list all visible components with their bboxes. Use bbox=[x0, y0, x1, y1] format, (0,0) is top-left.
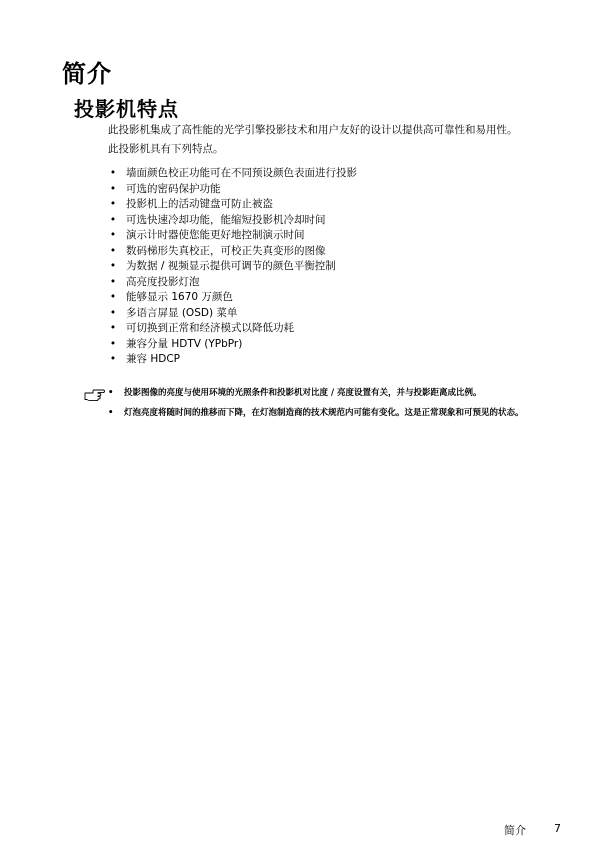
section-content bbox=[108, 124, 560, 368]
feature-text: 可选的密码保护功能 bbox=[126, 182, 221, 195]
bullet-icon: • bbox=[108, 388, 114, 398]
note-item bbox=[84, 388, 562, 399]
bullet-icon: • bbox=[109, 229, 117, 241]
bullet-icon: • bbox=[109, 260, 117, 272]
pointing-hand-icon bbox=[84, 388, 106, 402]
list-item bbox=[108, 275, 560, 291]
list-item bbox=[108, 244, 560, 260]
bullet-icon: • bbox=[109, 306, 117, 319]
footer-section-name: 简介 bbox=[504, 824, 526, 837]
bullet-icon: • bbox=[109, 182, 117, 195]
note-item bbox=[84, 408, 562, 419]
feature-text: 演示计时器使您能更好地控制演示时间 bbox=[126, 229, 305, 241]
bullet-icon: • bbox=[109, 198, 117, 210]
feature-text: 兼容分量 HDTV (YPbPr) bbox=[126, 337, 243, 350]
list-item bbox=[108, 259, 560, 275]
list-item bbox=[108, 306, 560, 322]
list-item bbox=[108, 352, 560, 368]
section-title: 投影机特点 bbox=[74, 97, 179, 121]
feature-text: 可切换到正常和经济模式以降低功耗 bbox=[126, 322, 294, 334]
list-item bbox=[108, 166, 560, 182]
feature-list bbox=[108, 166, 560, 368]
list-item bbox=[108, 228, 560, 244]
list-item bbox=[108, 290, 560, 306]
bullet-icon: • bbox=[109, 322, 117, 334]
bullet-icon: • bbox=[109, 291, 117, 303]
feature-text: 投影机上的活动键盘可防止被盗 bbox=[126, 198, 273, 210]
bullet-icon: • bbox=[108, 408, 114, 418]
note-text: 投影图像的亮度与使用环境的光照条件和投影机对比度 / 亮度设置有关，并与投影距离成比例。 bbox=[124, 388, 482, 398]
bullet-icon: • bbox=[109, 213, 117, 226]
note-text: 灯泡亮度将随时间的推移而下降，在灯泡制造商的技术规范内可能有变化。这是正常现象和可预见的状态。 bbox=[124, 408, 524, 418]
list-item bbox=[108, 213, 560, 229]
bullet-icon: • bbox=[109, 244, 117, 257]
feature-text: 可选快速冷却功能，能缩短投影机冷却时间 bbox=[126, 213, 326, 226]
bullet-icon: • bbox=[109, 275, 117, 288]
bullet-icon: • bbox=[109, 353, 117, 365]
list-item bbox=[108, 182, 560, 198]
feature-text: 兼容 HDCP bbox=[126, 353, 180, 365]
feature-text: 数码梯形失真校正，可校正失真变形的图像 bbox=[126, 244, 326, 257]
bullet-icon: • bbox=[109, 337, 117, 350]
feature-text: 多语言屏显 (OSD) 菜单 bbox=[126, 306, 238, 319]
chapter-title: 简介 bbox=[62, 60, 112, 88]
intro-paragraph: 此投影机集成了高性能的光学引擎投影技术和用户友好的设计以提供高可靠性和易用性。 bbox=[108, 124, 518, 136]
feature-text: 墙面颜色校正功能可在不同预设颜色表面进行投影 bbox=[126, 167, 357, 179]
notes-block bbox=[84, 388, 562, 428]
list-item bbox=[108, 197, 560, 213]
feature-text: 能够显示 1670 万颜色 bbox=[126, 291, 233, 303]
bullet-icon: • bbox=[109, 167, 117, 179]
feature-text: 高亮度投影灯泡 bbox=[126, 275, 200, 288]
feature-text: 为数据 / 视频显示提供可调节的颜色平衡控制 bbox=[126, 260, 336, 272]
list-item bbox=[108, 321, 560, 337]
features-lead-paragraph: 此投影机具有下列特点。 bbox=[108, 143, 224, 155]
page-number: 7 bbox=[554, 822, 561, 835]
list-item bbox=[108, 337, 560, 353]
